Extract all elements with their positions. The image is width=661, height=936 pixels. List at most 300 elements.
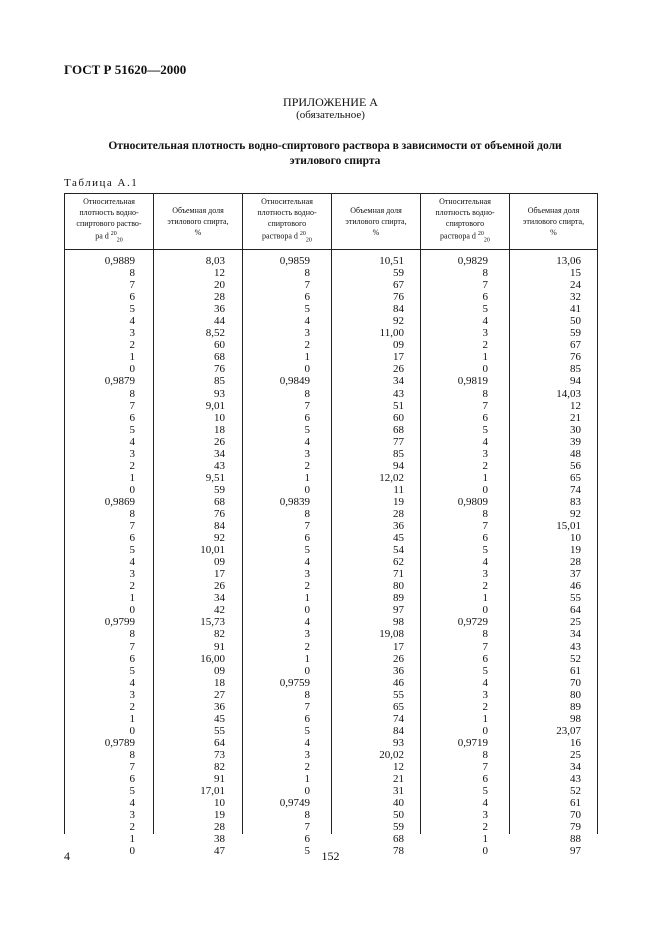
- table-cell: 10: [570, 532, 581, 545]
- table-cell: 19: [393, 495, 404, 508]
- table-cell: 60: [393, 411, 404, 424]
- table-cell: 6: [304, 833, 310, 846]
- table-cell: 8: [129, 267, 135, 280]
- table-cell: 14,03: [556, 387, 581, 400]
- table-cell: 91: [214, 640, 225, 653]
- table-cell: 91: [214, 773, 225, 786]
- table-cell: 17: [393, 640, 404, 653]
- table-cell: 1: [482, 712, 488, 725]
- table-cell: 46: [570, 580, 581, 593]
- table-cell: 3: [129, 447, 135, 460]
- table-cell: 31: [393, 785, 404, 798]
- table-cell: 6: [304, 532, 310, 545]
- table-cell: 46: [393, 676, 404, 689]
- table-cell: 59: [393, 267, 404, 280]
- volume-column-3: [509, 255, 581, 857]
- table-cell: 7: [482, 760, 488, 773]
- table-cell: 68: [393, 833, 404, 846]
- table-cell: 8: [129, 748, 135, 761]
- table-cell: 98: [393, 616, 404, 629]
- table-cell: 36: [214, 700, 225, 713]
- table-cell: 50: [570, 315, 581, 328]
- table-cell: 3: [482, 327, 488, 340]
- table-cell: 0,9759: [279, 676, 310, 689]
- table-cell: 7: [482, 520, 488, 533]
- table-cell: 15: [570, 267, 581, 280]
- table-cell: 0: [482, 845, 488, 858]
- page-number-left: 4: [64, 849, 70, 863]
- table-cell: 28: [393, 507, 404, 520]
- table-cell: 8,03: [205, 255, 225, 267]
- table-cell: 5: [482, 303, 488, 316]
- table-cell: 8: [304, 387, 310, 400]
- table-cell: 1: [304, 471, 310, 484]
- table-cell: 12: [570, 399, 581, 412]
- table-cell: 3: [482, 688, 488, 701]
- table-cell: 7: [304, 821, 310, 834]
- table-cell: 4: [129, 797, 135, 810]
- table-cell: 19: [214, 809, 225, 822]
- table-cell: 6: [482, 532, 488, 545]
- table-cell: 13,06: [556, 255, 581, 267]
- table-cell: 8: [482, 748, 488, 761]
- table-cell: 0,9819: [457, 375, 488, 388]
- table-cell: 26: [214, 580, 225, 593]
- table-cell: 48: [570, 447, 581, 460]
- table-cell: 74: [393, 712, 404, 725]
- table-cell: 36: [214, 303, 225, 316]
- table-cell: 78: [393, 845, 404, 858]
- table-cell: 79: [570, 821, 581, 834]
- table-cell: 10,51: [379, 255, 404, 267]
- table-cell: 11: [393, 483, 404, 496]
- table-cell: 1: [129, 592, 135, 605]
- table-cell: 0,9719: [457, 736, 488, 749]
- table-cell: 61: [570, 664, 581, 677]
- table-cell: 85: [214, 375, 225, 388]
- table-cell: 0,9749: [279, 797, 310, 810]
- table-cell: 34: [570, 628, 581, 641]
- table-cell: 6: [129, 291, 135, 304]
- table-cell: 43: [570, 773, 581, 786]
- table-cell: 3: [129, 688, 135, 701]
- table-cell: 51: [393, 399, 404, 412]
- table-cell: 15,01: [556, 520, 581, 533]
- table-cell: 19: [570, 544, 581, 557]
- table-cell: 4: [482, 315, 488, 328]
- table-cell: 30: [570, 423, 581, 436]
- table-cell: 10: [214, 411, 225, 424]
- header-density-3: Относительная плотность водно- спиртового раствора d $^{20}_{20}$: [435, 196, 495, 244]
- table-cell: 6: [304, 712, 310, 725]
- table-cell: 32: [570, 291, 581, 304]
- table-cell: 6: [129, 773, 135, 786]
- table-cell: 09: [214, 556, 225, 569]
- table-cell: 0: [304, 363, 310, 376]
- table-cell: 1: [304, 652, 310, 665]
- table-cell: 64: [214, 736, 225, 749]
- table-cell: 8: [129, 507, 135, 520]
- table-cell: 16: [570, 736, 581, 749]
- table-cell: 1: [129, 471, 135, 484]
- table-cell: 27: [214, 688, 225, 701]
- table-cell: 70: [570, 676, 581, 689]
- table-cell: 11,00: [379, 327, 404, 340]
- table-cell: 55: [214, 724, 225, 737]
- table-cell: 2: [482, 821, 488, 834]
- table-cell: 26: [214, 435, 225, 448]
- table-cell: 1: [482, 833, 488, 846]
- table-cell: 0,9849: [279, 375, 310, 388]
- table-cell: 0,9799: [104, 616, 135, 629]
- table-cell: 83: [570, 495, 581, 508]
- table-cell: 84: [393, 724, 404, 737]
- table-cell: 8: [304, 809, 310, 822]
- table-cell: 97: [393, 604, 404, 617]
- table-cell: 20: [214, 279, 225, 292]
- table-cell: 4: [129, 556, 135, 569]
- table-cell: 76: [214, 507, 225, 520]
- table-label: Таблица А.1: [64, 177, 139, 189]
- table-cell: 4: [304, 435, 310, 448]
- table-cell: 1: [482, 471, 488, 484]
- table-cell: 2: [482, 459, 488, 472]
- table-cell: 55: [393, 688, 404, 701]
- table-cell: 5: [482, 664, 488, 677]
- table-cell: 4: [129, 435, 135, 448]
- table-cell: 26: [393, 652, 404, 665]
- page-number-center: 152: [321, 849, 340, 863]
- density-column-3: [420, 255, 488, 857]
- table-cell: 8: [482, 267, 488, 280]
- table-cell: 4: [129, 676, 135, 689]
- table-cell: 0: [129, 724, 135, 737]
- table-cell: 2: [304, 580, 310, 593]
- table-cell: 2: [304, 760, 310, 773]
- table-cell: 18: [214, 423, 225, 436]
- table-cell: 8: [129, 628, 135, 641]
- table-cell: 2: [129, 821, 135, 834]
- table-cell: 45: [393, 532, 404, 545]
- table-cell: 24: [570, 279, 581, 292]
- table-cell: 2: [304, 640, 310, 653]
- table-cell: 5: [304, 724, 310, 737]
- table-cell: 6: [129, 411, 135, 424]
- table-cell: 56: [570, 459, 581, 472]
- table-cell: 0,9809: [457, 495, 488, 508]
- table-cell: 54: [393, 544, 404, 557]
- table-cell: 88: [570, 833, 581, 846]
- table-cell: 68: [393, 423, 404, 436]
- table-cell: 3: [482, 568, 488, 581]
- table-cell: 0,9829: [457, 255, 488, 267]
- table-cell: 8: [482, 387, 488, 400]
- table-cell: 0,9859: [279, 255, 310, 267]
- table-cell: 38: [214, 833, 225, 846]
- table-cell: 3: [304, 447, 310, 460]
- table-cell: 5: [482, 423, 488, 436]
- table-cell: 6: [482, 411, 488, 424]
- table-right-border: [597, 193, 598, 834]
- table-cell: 41: [570, 303, 581, 316]
- table-cell: 0: [304, 785, 310, 798]
- table-cell: 17: [393, 351, 404, 364]
- table-cell: 7: [482, 640, 488, 653]
- table-cell: 52: [570, 785, 581, 798]
- table-cell: 71: [393, 568, 404, 581]
- table-cell: 77: [393, 435, 404, 448]
- table-cell: 0: [304, 664, 310, 677]
- volume-column-1: [153, 255, 225, 857]
- table-cell: 80: [393, 580, 404, 593]
- table-cell: 47: [214, 845, 225, 858]
- table-cell: 8,52: [205, 327, 225, 340]
- table-cell: 0: [129, 845, 135, 858]
- table-cell: 10: [214, 797, 225, 810]
- table-cell: 2: [482, 339, 488, 352]
- table-cell: 1: [304, 351, 310, 364]
- table-cell: 28: [570, 556, 581, 569]
- table-cell: 4: [482, 556, 488, 569]
- table-cell: 61: [570, 797, 581, 810]
- table-cell: 7: [304, 520, 310, 533]
- header-volume-3: Объемная доля этилового спирта, %: [522, 205, 585, 237]
- table-cell: 5: [304, 544, 310, 557]
- table-cell: 64: [570, 604, 581, 617]
- table-cell: 7: [304, 279, 310, 292]
- table-cell: 19,08: [379, 628, 404, 641]
- table-cell: 37: [570, 568, 581, 581]
- table-cell: 0,9839: [279, 495, 310, 508]
- table-cell: 0: [482, 483, 488, 496]
- table-cell: 4: [304, 556, 310, 569]
- table-cell: 1: [129, 712, 135, 725]
- table-cell: 3: [129, 568, 135, 581]
- table-cell: 94: [393, 459, 404, 472]
- table-cell: 36: [393, 664, 404, 677]
- table-cell: 8: [482, 507, 488, 520]
- table-cell: 5: [304, 303, 310, 316]
- table-cell: 8: [304, 688, 310, 701]
- table-cell: 3: [482, 809, 488, 822]
- table-cell: 16,00: [200, 652, 225, 665]
- header-volume-2: Объемная доля этилового спирта, %: [345, 205, 407, 237]
- table-cell: 1: [304, 592, 310, 605]
- table-cell: 6: [129, 652, 135, 665]
- table-cell: 93: [393, 736, 404, 749]
- table-cell: 2: [129, 580, 135, 593]
- table-cell: 2: [129, 700, 135, 713]
- table-cell: 1: [304, 773, 310, 786]
- table-cell: 85: [570, 363, 581, 376]
- table-cell: 4: [482, 797, 488, 810]
- table-cell: 89: [393, 592, 404, 605]
- table-cell: 0: [482, 363, 488, 376]
- table-cell: 5: [129, 664, 135, 677]
- table-cell: 0,9879: [104, 375, 135, 388]
- table-cell: 55: [570, 592, 581, 605]
- table-cell: 98: [570, 712, 581, 725]
- table-cell: 17: [214, 568, 225, 581]
- table-cell: 34: [570, 760, 581, 773]
- table-cell: 28: [214, 291, 225, 304]
- density-table: [64, 193, 598, 858]
- table-cell: 28: [214, 821, 225, 834]
- table-cell: 26: [393, 363, 404, 376]
- table-cell: 25: [570, 616, 581, 629]
- table-cell: 0: [482, 724, 488, 737]
- table-cell: 12,02: [379, 471, 404, 484]
- density-column-1: [64, 255, 135, 857]
- table-cell: 0: [482, 604, 488, 617]
- table-cell: 8: [129, 387, 135, 400]
- table-cell: 9,01: [205, 399, 225, 412]
- table-cell: 4: [304, 736, 310, 749]
- table-cell: 5: [129, 544, 135, 557]
- table-cell: 8: [304, 507, 310, 520]
- table-cell: 3: [129, 327, 135, 340]
- table-cell: 7: [129, 399, 135, 412]
- table-cell: 2: [482, 700, 488, 713]
- table-cell: 0: [129, 604, 135, 617]
- table-cell: 44: [214, 315, 225, 328]
- table-cell: 7: [482, 399, 488, 412]
- table-cell: 6: [482, 773, 488, 786]
- table-cell: 92: [393, 315, 404, 328]
- table-cell: 73: [214, 748, 225, 761]
- table-cell: 60: [214, 339, 225, 352]
- table-cell: 0: [129, 483, 135, 496]
- table-cell: 34: [214, 447, 225, 460]
- table-cell: 9,51: [205, 471, 225, 484]
- table-cell: 65: [393, 700, 404, 713]
- table-cell: 40: [393, 797, 404, 810]
- table-cell: 36: [393, 520, 404, 533]
- table-cell: 45: [214, 712, 225, 725]
- table-cell: 65: [570, 471, 581, 484]
- table-cell: 34: [214, 592, 225, 605]
- table-cell: 0: [129, 363, 135, 376]
- table-cell: 21: [570, 411, 581, 424]
- table-cell: 67: [570, 339, 581, 352]
- table-title: Относительная плотность водно-спиртового раствора в зависимости от объемной доли этилового спирта: [108, 140, 562, 167]
- table-cell: 92: [570, 507, 581, 520]
- table-cell: 2: [304, 339, 310, 352]
- table-cell: 43: [570, 640, 581, 653]
- table-cell: 59: [393, 821, 404, 834]
- table-cell: 1: [482, 351, 488, 364]
- table-cell: 5: [304, 845, 310, 858]
- table-cell: 2: [129, 339, 135, 352]
- table-cell: 09: [214, 664, 225, 677]
- table-cell: 3: [304, 327, 310, 340]
- table-cell: 7: [129, 520, 135, 533]
- table-cell: 6: [129, 532, 135, 545]
- table-cell: 5: [482, 785, 488, 798]
- table-cell: 42: [214, 604, 225, 617]
- table-cell: 70: [570, 809, 581, 822]
- table-cell: 97: [570, 845, 581, 858]
- table-cell: 8: [482, 628, 488, 641]
- table-cell: 3: [129, 809, 135, 822]
- table-cell: 2: [482, 580, 488, 593]
- table-cell: 09: [393, 339, 404, 352]
- table-cell: 7: [304, 399, 310, 412]
- density-column-2: [242, 255, 310, 857]
- table-cell: 0,9729: [457, 616, 488, 629]
- table-cell: 12: [393, 760, 404, 773]
- table-cell: 76: [214, 363, 225, 376]
- table-cell: 15,73: [200, 616, 225, 629]
- table-cell: 3: [304, 748, 310, 761]
- volume-column-2: [331, 255, 404, 857]
- table-cell: 94: [570, 375, 581, 388]
- table-cell: 5: [482, 544, 488, 557]
- table-cell: 34: [393, 375, 404, 388]
- table-cell: 6: [482, 291, 488, 304]
- table-cell: 0,9789: [104, 736, 135, 749]
- table-cell: 5: [129, 303, 135, 316]
- table-cell: 1: [482, 592, 488, 605]
- table-cell: 74: [570, 483, 581, 496]
- table-cell: 7: [304, 700, 310, 713]
- table-cell: 76: [570, 351, 581, 364]
- table-cell: 1: [129, 833, 135, 846]
- appendix-note: (обязательное): [296, 109, 365, 121]
- table-cell: 39: [570, 435, 581, 448]
- table-cell: 10,01: [200, 544, 225, 557]
- table-cell: 7: [129, 279, 135, 292]
- table-cell: 80: [570, 688, 581, 701]
- table-cell: 7: [482, 279, 488, 292]
- table-cell: 4: [482, 676, 488, 689]
- table-cell: 3: [482, 447, 488, 460]
- header-density-2: Относительная плотность водно- спиртового раствора d $^{20}_{20}$: [257, 196, 317, 244]
- table-cell: 25: [570, 748, 581, 761]
- table-cell: 85: [393, 447, 404, 460]
- table-cell: 68: [214, 495, 225, 508]
- table-cell: 43: [214, 459, 225, 472]
- table-cell: 17,01: [200, 785, 225, 798]
- table-cell: 93: [214, 387, 225, 400]
- table-cell: 84: [393, 303, 404, 316]
- table-cell: 59: [570, 327, 581, 340]
- table-cell: 82: [214, 628, 225, 641]
- table-cell: 0: [304, 604, 310, 617]
- table-cell: 92: [214, 532, 225, 545]
- table-cell: 3: [304, 628, 310, 641]
- table-cell: 2: [129, 459, 135, 472]
- table-cell: 8: [304, 267, 310, 280]
- table-cell: 6: [482, 652, 488, 665]
- table-cell: 84: [214, 520, 225, 533]
- table-cell: 59: [214, 483, 225, 496]
- header-density-1: Относительная плотность водно- спиртового раство- ра d $^{20}_{20}$: [76, 196, 142, 244]
- table-cell: 76: [393, 291, 404, 304]
- table-cell: 5: [129, 785, 135, 798]
- table-cell: 68: [214, 351, 225, 364]
- table-cell: 4: [304, 315, 310, 328]
- table-cell: 0: [304, 483, 310, 496]
- table-cell: 12: [214, 267, 225, 280]
- document-code: ГОСТ Р 51620—2000: [64, 62, 187, 77]
- table-cell: 3: [304, 568, 310, 581]
- table-cell: 2: [304, 459, 310, 472]
- table-cell: 89: [570, 700, 581, 713]
- table-cell: 5: [304, 423, 310, 436]
- table-cell: 50: [393, 809, 404, 822]
- table-cell: 6: [304, 291, 310, 304]
